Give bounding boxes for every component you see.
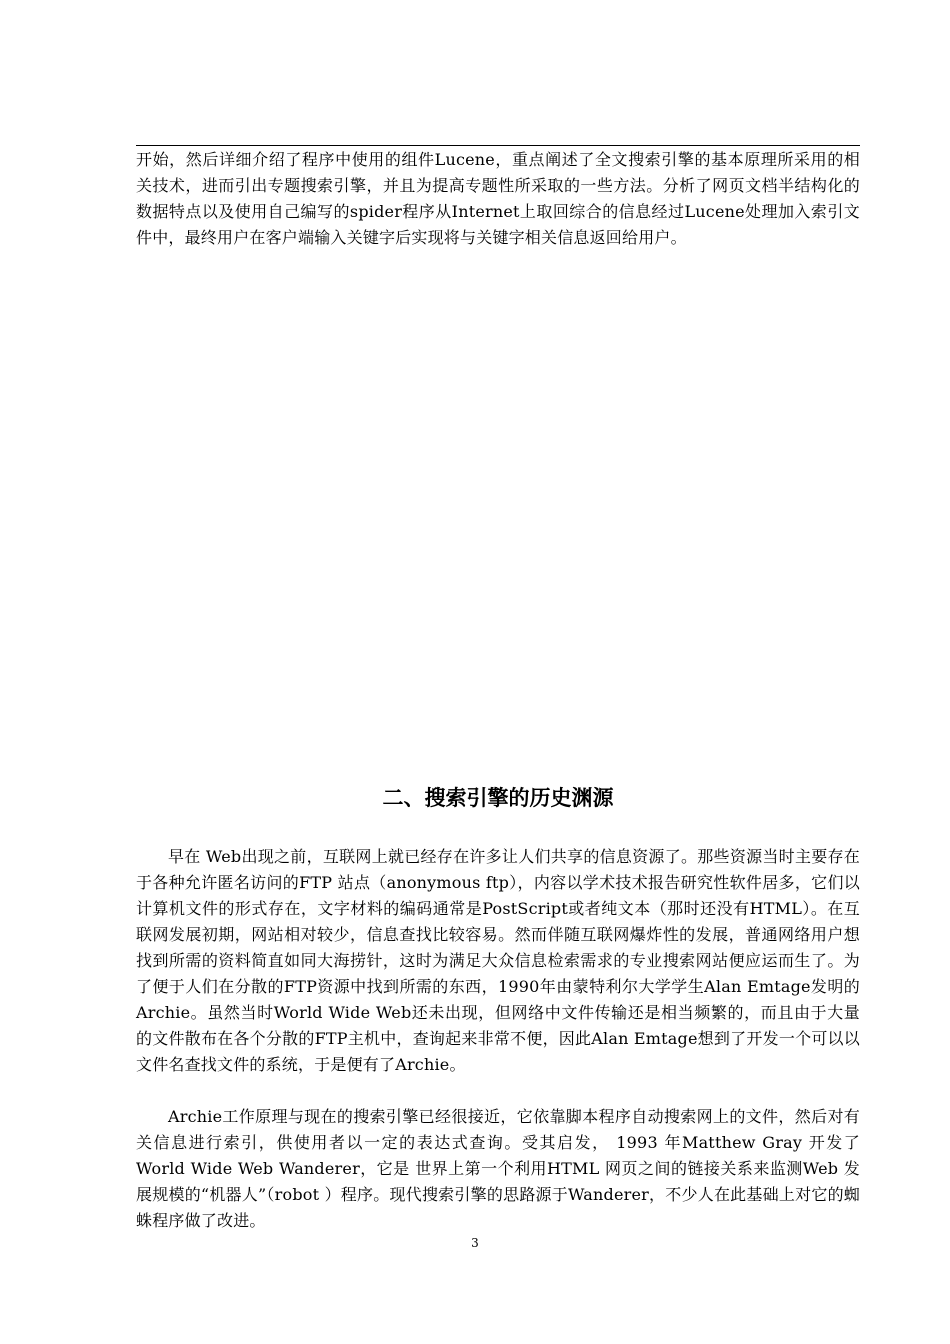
header-rule bbox=[136, 145, 860, 146]
body-paragraph-2: Archie工作原理与现在的搜索引擎已经很接近，它依靠脚本程序自动搜索网上的文件，然后对有关信息进行索引，供使用者以一定的表达式查询。受其启发， 1993 年Matthew Gray 开发了World Wide Web Wanderer，它是 世界上第一个利用HTML 网页之间的链接关系来监测Web 发展规模的“机器人”（robot ）程序。现代搜索引擎的思路源于Wanderer，不少人在此基础上对它的蜘蛛程序做了改进。 bbox=[136, 1107, 860, 1230]
body-paragraph-1: 早在 Web出现之前，互联网上就已经存在许多让人们共享的信息资源了。那些资源当时主要存在于各种允许匿名访问的FTP 站点（anonymous ftp），内容以学术技术报告研究性软件居多，它们以计算机文件的形式存在，文字材料的编码通常是PostScript或者纯文本（那时还没有HTML）。在互联网发展初期，网站相对较少，信息查找比较容易。然而伴随互联网爆炸性的发展，普通网络用户想找到所需的资料简直如同大海捞针，这时为满足大众信息检索需求的专业搜索网站便应运而生了。为了便于人们在分散的FTP资源中找到所需的东西，1990年由蒙特利尔大学学生Alan Emtage发明的Archie。虽然当时World Wide Web还未出现，但网络中文件传输还是相当频繁的，而且由于大量的文件散布在各个分散的FTP主机中，查询起来非常不便，因此Alan Emtage想到了开发一个可以以文件名查找文件的系统，于是便有了Archie。 bbox=[136, 847, 860, 1074]
page-number: 3 bbox=[471, 1236, 479, 1250]
section-title: 二、搜索引擎的历史渊源 bbox=[382, 786, 614, 810]
intro-paragraph: 开始，然后详细介绍了程序中使用的组件Lucene，重点阐述了全文搜索引擎的基本原理所采用的相关技术，进而引出专题搜索引擎，并且为提高专题性所采取的一些方法。分析了网页文档半结构化的数据特点以及使用自己编写的spider程序从Internet上取回综合的信息经过Lucene处理加入索引文件中，最终用户在客户端输入关键字后实现将与关键字相关信息返回给用户。 bbox=[136, 150, 860, 247]
